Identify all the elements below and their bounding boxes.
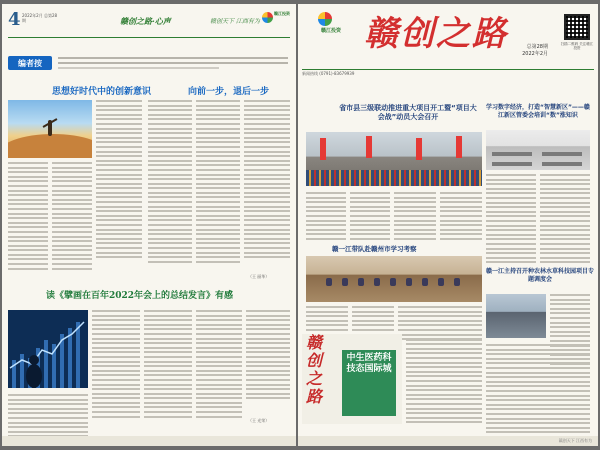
article-3-col-3	[196, 310, 242, 420]
mid-right-headline: 赣一江主持召开种农林水草科技园项目专题调度会	[486, 268, 595, 283]
logo-icon	[262, 12, 273, 23]
training-photo	[486, 130, 590, 170]
groundbreaking-photo	[306, 132, 482, 186]
article-2-col-3	[244, 100, 290, 261]
article-3-col-2	[144, 310, 192, 420]
headline-1: 思想好时代中的创新意识	[52, 87, 152, 97]
right-headline: 学习数字经济，打造“智慧新区”——赣江新区管委会培训“数”涨知识	[486, 104, 590, 119]
header-rule	[8, 37, 290, 38]
main-article-col-3	[394, 192, 436, 243]
poster-title: 赣创之路	[306, 333, 323, 406]
article-1-col-3	[96, 100, 142, 261]
left-page-header	[8, 10, 290, 36]
article-2-col-2	[196, 100, 240, 265]
logo-label: 赣江投资	[274, 11, 290, 16]
brand-logo	[262, 10, 290, 28]
logo-label: 赣江投资	[320, 28, 341, 34]
page-date: 2022年2月 总第28期	[22, 13, 58, 23]
right-article-col-2	[540, 174, 590, 266]
page-number: 4	[8, 9, 21, 30]
market-chart-photo	[8, 310, 88, 388]
desert-photo	[8, 100, 92, 158]
logo-icon	[318, 12, 332, 26]
mid-right-col-2	[486, 344, 590, 446]
left-page-footer	[2, 436, 296, 446]
slogan: 赣创天下 江西有为	[210, 18, 260, 25]
main-article-col-1	[306, 192, 346, 243]
masthead-logo	[306, 12, 356, 42]
article-2-col-1	[148, 100, 192, 265]
column-title: 赣创之路·心声	[120, 16, 171, 26]
study-tour-photo	[306, 256, 482, 302]
headline-2: 向前一步，退后一步	[188, 87, 270, 97]
editor-note	[8, 54, 290, 78]
editor-tag: 编者按	[8, 56, 52, 70]
promo-poster	[302, 334, 402, 424]
masthead-title: 赣创之路	[364, 14, 508, 54]
right-page	[298, 4, 598, 446]
article-1-col-1	[8, 162, 48, 272]
poster-article	[406, 334, 482, 426]
right-page-footer	[298, 436, 598, 446]
byline-2: （王 光荣）	[248, 418, 270, 423]
poster-textbox: 中生医药科技态国际城	[342, 350, 396, 416]
main-article-col-4	[440, 192, 482, 243]
masthead-rule	[302, 69, 594, 70]
hotline: 新闻热线 (0791)-83679939	[302, 71, 355, 76]
article-1-col-2	[52, 162, 92, 272]
left-page	[2, 4, 296, 446]
main-article-col-2	[350, 192, 390, 243]
qr-caption: 扫描二维码 关注赣江投资	[560, 42, 594, 50]
footer-slogan: 赣创天下 江西有为	[558, 438, 592, 443]
article-3-col-1	[92, 310, 140, 420]
headline-3: 读《擘画在百年2022年会上的总结发言》有感	[46, 291, 234, 301]
article-3-col-4	[246, 310, 290, 402]
issue-info	[488, 44, 548, 58]
main-headline: 省市县三级联动推进重大项目开工暨“项目大会战”动员大会召开	[339, 104, 477, 121]
right-article-col-1	[486, 174, 536, 266]
mid-left-headline: 赣一江带队赴赣州市学习考察	[332, 245, 417, 253]
issue-date: 2022年2月	[522, 51, 548, 57]
qr-code-icon	[564, 14, 590, 40]
editor-note-text	[58, 57, 288, 72]
issue-number: 总第28期	[526, 44, 548, 50]
byline-1: （王 丽华）	[248, 274, 270, 279]
meeting-photo	[486, 294, 546, 338]
